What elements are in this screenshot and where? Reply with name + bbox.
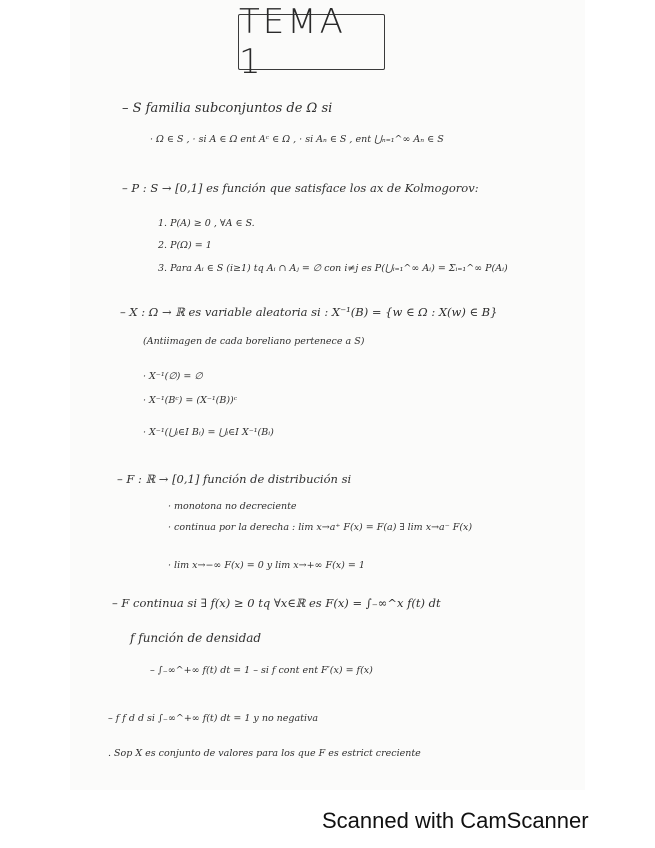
title-box [238,2,385,82]
scanner-watermark: Scanned with CamScanner [322,808,589,833]
note-line-14: · continua por la derecha : lim x→a⁺ F(x) = F(a) ∃ lim x→a⁻ F(x) [168,522,473,533]
note-line-7: – X : Ω → ℝ es variable aleatoria si : X⁻¹(B) = {w ∈ Ω : X(w) ∈ B} [120,305,498,319]
note-line-9: · X⁻¹(∅) = ∅ [143,371,203,382]
note-line-4: 1. P(A) ≥ 0 , ∀A ∈ S. [158,218,255,229]
note-line-1: – S familia subconjuntos de Ω si [122,101,333,116]
note-line-12: – F : ℝ → [0,1] función de distribución si [117,472,352,486]
note-line-16: – F continua si ∃ f(x) ≥ 0 tq ∀x∈ℝ es F(x) = ∫₋∞^x f(t) dt [112,596,441,610]
note-line-5: 2. P(Ω) = 1 [158,240,212,251]
note-line-11: · X⁻¹(⋃ᵢ∈I Bᵢ) = ⋃ᵢ∈I X⁻¹(Bᵢ) [143,427,274,438]
note-line-3: – P : S → [0,1] es función que satisface los ax de Kolmogorov: [122,181,479,195]
page-title: TEMA 1 [239,2,346,82]
note-line-18: – ∫₋∞^+∞ f(t) dt = 1 – si f cont ent F′(x) = f(x) [150,665,373,676]
note-line-15: · lim x→−∞ F(x) = 0 y lim x→+∞ F(x) = 1 [168,560,365,571]
note-line-17: f función de densidad [130,631,262,645]
note-line-20: . Sop X es conjunto de valores para los que F es estrict creciente [108,748,421,759]
note-line-13: · monotona no decreciente [168,501,297,512]
note-line-2: · Ω ∈ S , · si A ∈ Ω ent Aᶜ ∈ Ω , · si Aₙ ∈ S , ent ⋃ₙ₌₁^∞ Aₙ ∈ S [150,134,444,145]
note-line-10: · X⁻¹(Bᶜ) = (X⁻¹(B))ᶜ [143,395,238,406]
note-line-19: – f f d d si ∫₋∞^+∞ f(t) dt = 1 y no negativa [108,713,319,724]
note-line-8: (Antiimagen de cada boreliano pertenece a S) [143,336,365,347]
note-line-6: 3. Para Aᵢ ∈ S (i≥1) tq Aᵢ ∩ Aⱼ = ∅ con i≠j es P(⋃ᵢ₌₁^∞ Aᵢ) = Σᵢ₌₁^∞ P(Aᵢ) [158,263,508,274]
